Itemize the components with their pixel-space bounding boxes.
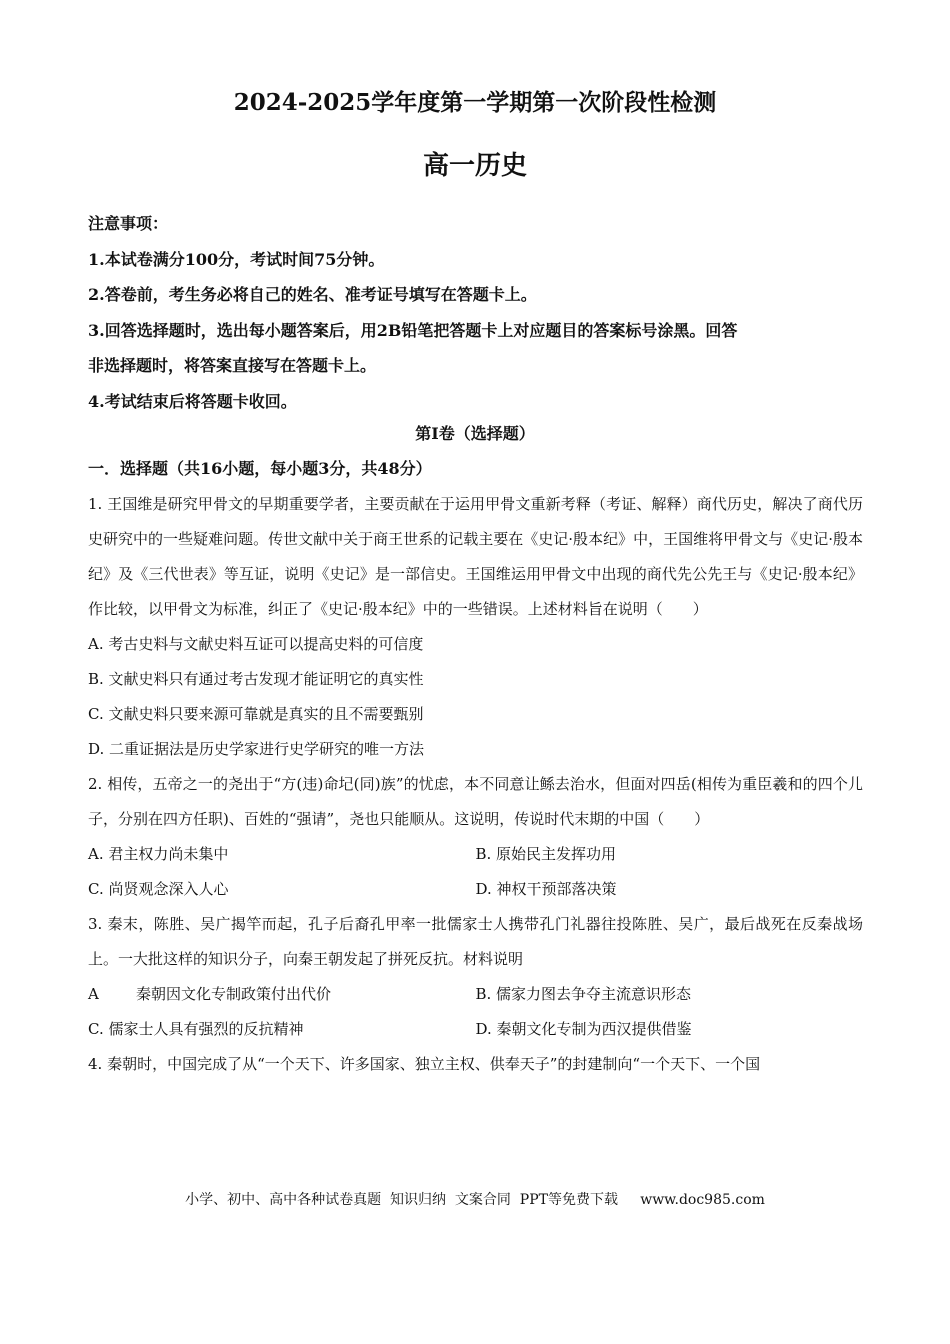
question-1-stem: 1. 王国维是研究甲骨文的早期重要学者，主要贡献在于运用甲骨文重新考释（考证、解释）商代历史，解决了商代历史研究中的一些疑难问题。传世文献中关于商王世系的记载主要在《史记·殷本纪》中，王国维将甲骨文与《史记·殷本纪》及《三代世表》等互证，说明《史记》是一部信史。王国维运用甲骨文中出现的商代先公先王与《史记·殷本纪》作比较，以甲骨文为标准，纠正了《史记·殷本纪》中的一些错误。上述材料旨在说明（ ） (88, 495, 863, 618)
question-1-option-b: B. 文献史料只有通过考古发现才能证明它的真实性 (88, 670, 424, 688)
question-3-option-b: B. 儒家力图去争夺主流意识形态 (475, 985, 692, 1003)
question-2-option-c: C. 尚贤观念深入人心 (88, 880, 229, 898)
exam-title: 2024-2025学年度第一学期第一次阶段性检测 (233, 89, 717, 116)
question-3-options-row (88, 1012, 863, 1047)
question-1-option-c: C. 文献史料只要来源可靠就是真实的且不需要甄别 (88, 705, 424, 723)
question-1-option-a: A. 考古史料与文献史料互证可以提高史料的可信度 (88, 635, 424, 653)
question-3-stem: 3. 秦末，陈胜、吴广揭竿而起，孔子后裔孔甲率一批儒家士人携带孔门礼器往投陈胜、吴广，最后战死在反秦战场上。一大批这样的知识分子，向秦王朝发起了拼死反抗。材料说明 (88, 915, 863, 968)
question-3-option-c: C. 儒家士人具有强烈的反抗精神 (88, 1020, 304, 1038)
question-3-option-a-label: A (88, 985, 99, 1003)
question-2-options-row (88, 872, 863, 907)
question-2-option-b: B. 原始民主发挥功用 (475, 845, 617, 863)
question-2-stem: 2. 相传，五帝之一的尧出于“方(违)命圮(同)族”的忧虑，本不同意让鲧去治水，但面对四岳(相传为重臣羲和的四个儿子，分别在四方任职)、百姓的“强请”，尧也只能顺从。这说明，传说时代末期的中国（ ） (88, 775, 863, 828)
question-3-option-a (88, 977, 476, 1012)
questions (88, 487, 863, 1082)
part-heading: 一．选择题（共16小题，每小题3分，共48分） (88, 459, 432, 478)
notes-block (88, 206, 868, 419)
notes-item: 3.回答选择题时，选出每小题答案后，用2B铅笔把答题卡上对应题目的答案标号涂黑。回答 (88, 320, 738, 340)
question-2-option-a: A. 君主权力尚未集中 (88, 845, 229, 863)
question-1-option-d: D. 二重证据法是历史学家进行史学研究的唯一方法 (88, 740, 425, 758)
question-3-option-d: D. 秦朝文化专制为西汉提供借鉴 (475, 1020, 692, 1038)
question-2-option-d: D. 神权干预部落决策 (475, 880, 617, 898)
notes-item: 4.考试结束后将答题卡收回。 (88, 391, 297, 411)
notes-item: 非选择题时，将答案直接写在答题卡上。 (88, 356, 377, 375)
question-2-options-row (88, 837, 863, 872)
question-4-stem: 4. 秦朝时，中国完成了从“一个天下、许多国家、独立主权、供奉天子”的封建制向“一个天下、一个国 (88, 1055, 761, 1073)
subject-title: 高一历史 (422, 151, 527, 181)
question-3-options-row (88, 977, 863, 1012)
section-title: 第Ⅰ卷（选择题） (415, 424, 535, 443)
notes-item: 2.答卷前，考生务必将自己的姓名、准考证号填写在答题卡上。 (88, 285, 537, 304)
question-3-option-a-text: 秦朝因文化专制政策付出代价 (136, 985, 332, 1003)
notes-item: 1.本试卷满分100分，考试时间75分钟。 (88, 249, 385, 269)
page-footer: 小学、初中、高中各种试卷真题 知识归纳 文案合同 PPT等免费下载 www.doc985.com (185, 1192, 765, 1208)
notes-heading: 注意事项： (88, 214, 169, 233)
